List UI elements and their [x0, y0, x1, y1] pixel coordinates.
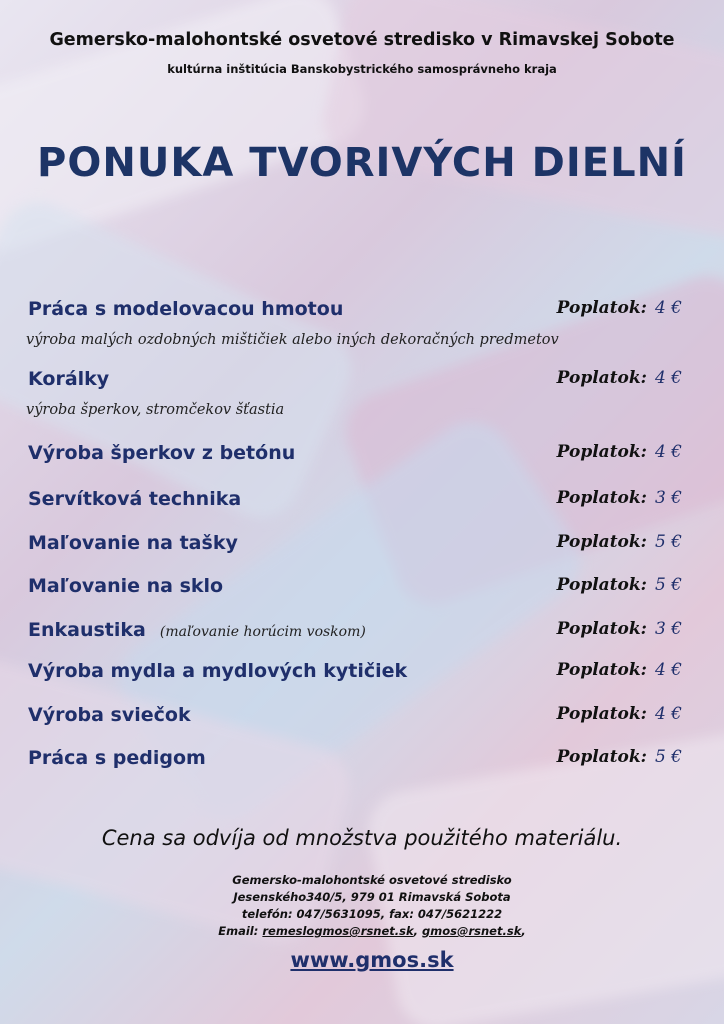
- fee-value: 4 €: [654, 660, 682, 680]
- fee-label: Poplatok:: [556, 368, 647, 388]
- fee-label: Poplatok:: [556, 532, 647, 552]
- workshop-name-text: Maľovanie na sklo: [28, 575, 224, 597]
- fee-label: Poplatok:: [556, 575, 647, 595]
- workshop-name: [28, 575, 223, 597]
- fee-label: Poplatok:: [556, 704, 647, 724]
- workshop-fee: [557, 619, 682, 639]
- workshop-fee: [557, 442, 682, 462]
- contact-address: Jesenského340/5, 979 01 Rimavská Sobota: [233, 890, 511, 904]
- workshop-name-text: Práca s modelovacou hmotou: [28, 298, 344, 320]
- workshop-name: [28, 298, 343, 320]
- fee-value: 3 €: [654, 619, 682, 639]
- fee-label: Poplatok:: [556, 488, 647, 508]
- email-link-1[interactable]: remeslogmos@rsnet.sk: [262, 924, 414, 938]
- workshop-name-text: Maľovanie na tašky: [28, 532, 238, 554]
- workshop-name-text: Výroba mydla a mydlových kytičiek: [28, 660, 408, 682]
- workshop-name-text: Výroba šperkov z betónu: [28, 442, 296, 464]
- fee-value: 3 €: [654, 488, 682, 508]
- workshop-name: [28, 488, 241, 510]
- fee-value: 5 €: [654, 747, 682, 767]
- fee-value: 4 €: [654, 298, 682, 318]
- workshop-name-text: Výroba sviečok: [28, 704, 191, 726]
- workshop-name: [28, 704, 191, 726]
- workshop-name: [28, 747, 206, 769]
- workshop-fee: [557, 575, 682, 595]
- workshop-fee: [557, 298, 682, 318]
- website-link[interactable]: www.gmos.sk: [290, 948, 454, 972]
- contact-name: Gemersko-malohontské osvetové stredisko: [232, 873, 512, 887]
- contact-phone: telefón: 047/5631095, fax: 047/5621222: [241, 907, 503, 921]
- fee-value: 4 €: [654, 704, 682, 724]
- workshop-name: [28, 660, 407, 682]
- fee-label: Poplatok:: [556, 298, 647, 318]
- workshop-fee: [557, 488, 682, 508]
- email-link-2[interactable]: gmos@rsnet.sk: [422, 924, 522, 938]
- fee-label: Poplatok:: [556, 747, 647, 767]
- fee-value: 4 €: [654, 442, 682, 462]
- workshop-name-text: Enkaustika: [28, 619, 146, 641]
- fee-value: 5 €: [654, 575, 682, 595]
- workshop-fee: [557, 368, 682, 388]
- workshop-name: [28, 442, 295, 464]
- workshop-name-text: Korálky: [28, 368, 110, 390]
- organization-subtitle: kultúrna inštitúcia Banskobystrického samosprávneho kraja: [167, 62, 557, 76]
- workshop-name: [28, 532, 238, 554]
- workshop-note: (maľovanie horúcim voskom): [159, 624, 366, 640]
- fee-label: Poplatok:: [556, 660, 647, 680]
- workshop-name-text: Servítková technika: [28, 488, 242, 510]
- workshop-fee: [557, 747, 682, 767]
- fee-value: 5 €: [654, 532, 682, 552]
- workshop-description: výroba malých ozdobných mištičiek alebo iných dekoračných predmetov: [26, 332, 559, 348]
- contact-block: [0, 872, 724, 940]
- fee-label: Poplatok:: [556, 619, 647, 639]
- organization-name: Gemersko-malohontské osvetové stredisko v Rimavskej Sobote: [49, 30, 675, 50]
- workshop-name: [28, 368, 109, 390]
- contact-email-line: Email: remeslogmos@rsnet.sk, gmos@rsnet.sk,: [218, 924, 526, 938]
- workshop-name-text: Práca s pedigom: [28, 747, 206, 769]
- page-title: PONUKA TVORIVÝCH DIELNÍ: [37, 140, 687, 186]
- fee-value: 4 €: [654, 368, 682, 388]
- email-label: Email:: [218, 924, 259, 938]
- price-note: Cena sa odvíja od množstva použitého materiálu.: [101, 826, 623, 850]
- workshop-name: [28, 619, 366, 641]
- workshop-fee: [557, 660, 682, 680]
- fee-label: Poplatok:: [556, 442, 647, 462]
- workshop-description: výroba šperkov, stromčekov šťastia: [26, 402, 285, 418]
- workshop-fee: [557, 532, 682, 552]
- workshop-fee: [557, 704, 682, 724]
